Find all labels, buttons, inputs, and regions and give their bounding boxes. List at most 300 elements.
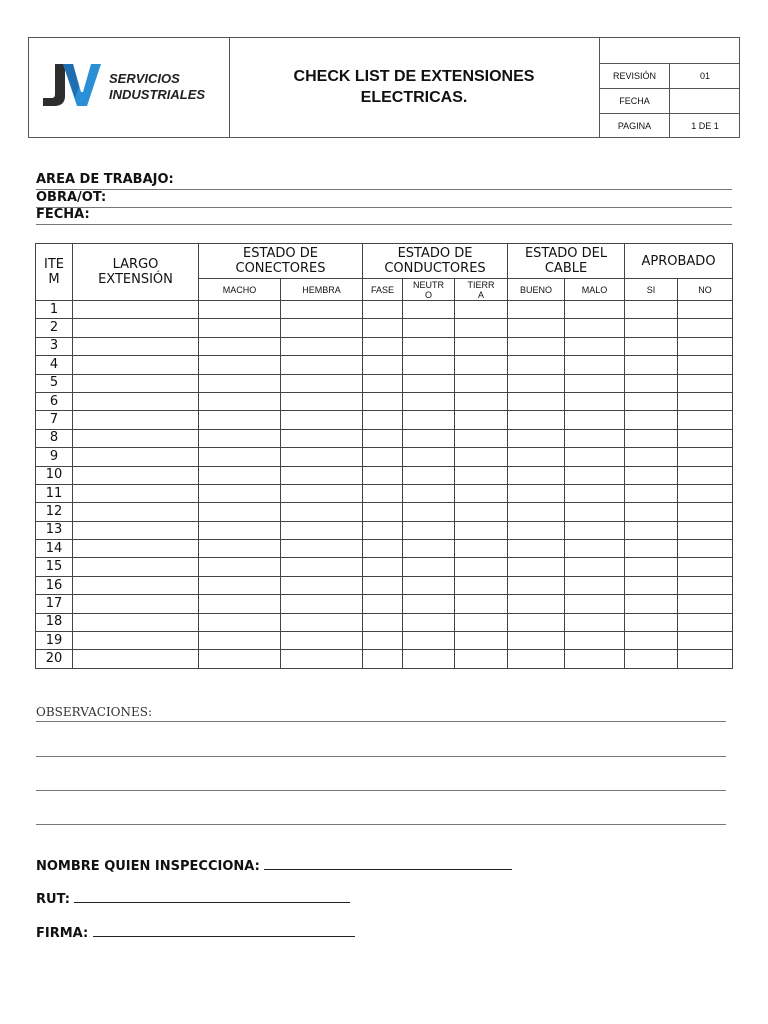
hembra-cell[interactable] xyxy=(281,540,363,558)
item-number: 16 xyxy=(36,576,73,594)
neutro-cell[interactable] xyxy=(403,540,455,558)
fase-cell[interactable] xyxy=(363,632,403,650)
largo-cell[interactable] xyxy=(73,466,199,484)
fase-cell[interactable] xyxy=(363,595,403,613)
tierra-cell[interactable] xyxy=(455,429,508,447)
largo-cell[interactable] xyxy=(73,503,199,521)
tierra-cell[interactable] xyxy=(455,392,508,410)
table-row xyxy=(36,540,733,558)
largo-cell[interactable] xyxy=(73,558,199,576)
document-title-line2: ELECTRICAS. xyxy=(360,89,468,106)
si-cell[interactable] xyxy=(625,429,678,447)
tierra-cell[interactable] xyxy=(455,576,508,594)
si-cell[interactable] xyxy=(625,521,678,539)
table-row xyxy=(36,356,733,374)
bueno-cell[interactable] xyxy=(508,429,565,447)
group-header-cable: ESTADO DEL CABLE xyxy=(508,244,625,279)
firma-field xyxy=(36,924,355,941)
tierra-cell[interactable] xyxy=(455,503,508,521)
tierra-cell[interactable] xyxy=(455,650,508,668)
meta-value[interactable] xyxy=(670,89,741,114)
neutro-cell[interactable] xyxy=(403,337,455,355)
fase-cell[interactable] xyxy=(363,521,403,539)
si-cell[interactable] xyxy=(625,319,678,337)
no-cell[interactable] xyxy=(678,392,733,410)
si-cell[interactable] xyxy=(625,374,678,392)
fase-cell[interactable] xyxy=(363,576,403,594)
si-cell[interactable] xyxy=(625,632,678,650)
logo-cell xyxy=(29,38,230,137)
sub-header-neutro: NEUTR O xyxy=(403,279,455,301)
tierra-cell[interactable] xyxy=(455,337,508,355)
neutro-cell[interactable] xyxy=(403,411,455,429)
item-number: 4 xyxy=(36,356,73,374)
fase-cell[interactable] xyxy=(363,558,403,576)
observaciones-line[interactable] xyxy=(36,824,726,825)
si-cell[interactable] xyxy=(625,503,678,521)
macho-cell[interactable] xyxy=(199,319,281,337)
macho-cell[interactable] xyxy=(199,411,281,429)
item-number: 1 xyxy=(36,301,73,319)
hembra-cell[interactable] xyxy=(281,558,363,576)
hembra-cell[interactable] xyxy=(281,595,363,613)
macho-cell[interactable] xyxy=(199,632,281,650)
no-cell[interactable] xyxy=(678,613,733,631)
si-cell[interactable] xyxy=(625,484,678,502)
macho-cell[interactable] xyxy=(199,613,281,631)
meta-key: PAGINA xyxy=(600,114,670,139)
hembra-cell[interactable] xyxy=(281,392,363,410)
bueno-cell[interactable] xyxy=(508,448,565,466)
macho-cell[interactable] xyxy=(199,540,281,558)
no-cell[interactable] xyxy=(678,558,733,576)
sub-header-fase: FASE xyxy=(363,279,403,301)
hembra-cell[interactable] xyxy=(281,356,363,374)
malo-cell[interactable] xyxy=(565,521,625,539)
group-header-conductores: ESTADO DE CONDUCTORES xyxy=(363,244,508,279)
malo-cell[interactable] xyxy=(565,448,625,466)
table-row xyxy=(36,632,733,650)
tierra-cell[interactable] xyxy=(455,540,508,558)
hembra-cell[interactable] xyxy=(281,466,363,484)
neutro-cell[interactable] xyxy=(403,484,455,502)
hembra-cell[interactable] xyxy=(281,632,363,650)
malo-cell[interactable] xyxy=(565,411,625,429)
fase-cell[interactable] xyxy=(363,484,403,502)
fase-cell[interactable] xyxy=(363,337,403,355)
firma-label: FIRMA: xyxy=(36,926,89,941)
bueno-cell[interactable] xyxy=(508,374,565,392)
observaciones-line[interactable] xyxy=(36,756,726,757)
fase-cell[interactable] xyxy=(363,392,403,410)
bueno-cell[interactable] xyxy=(508,650,565,668)
no-cell[interactable] xyxy=(678,448,733,466)
bueno-cell[interactable] xyxy=(508,484,565,502)
malo-cell[interactable] xyxy=(565,356,625,374)
meta-key: REVISIÓN xyxy=(600,64,670,89)
si-cell[interactable] xyxy=(625,411,678,429)
fase-cell[interactable] xyxy=(363,411,403,429)
malo-cell[interactable] xyxy=(565,429,625,447)
bueno-cell[interactable] xyxy=(508,595,565,613)
largo-cell[interactable] xyxy=(73,650,199,668)
hembra-cell[interactable] xyxy=(281,411,363,429)
largo-cell[interactable] xyxy=(73,374,199,392)
neutro-cell[interactable] xyxy=(403,448,455,466)
document-title-line1: CHECK LIST DE EXTENSIONES xyxy=(293,68,535,85)
no-cell[interactable] xyxy=(678,429,733,447)
largo-cell[interactable] xyxy=(73,429,199,447)
title-cell xyxy=(229,38,600,137)
fase-cell[interactable] xyxy=(363,466,403,484)
malo-cell[interactable] xyxy=(565,319,625,337)
no-cell[interactable] xyxy=(678,374,733,392)
no-cell[interactable] xyxy=(678,484,733,502)
firma-input[interactable] xyxy=(93,924,355,937)
item-number: 10 xyxy=(36,466,73,484)
item-number: 11 xyxy=(36,484,73,502)
bueno-cell[interactable] xyxy=(508,466,565,484)
malo-cell[interactable] xyxy=(565,576,625,594)
item-number: 3 xyxy=(36,337,73,355)
table-header-row xyxy=(36,244,733,279)
table-row xyxy=(36,558,733,576)
item-number: 6 xyxy=(36,392,73,410)
item-number: 15 xyxy=(36,558,73,576)
malo-cell[interactable] xyxy=(565,466,625,484)
item-number: 12 xyxy=(36,503,73,521)
no-cell[interactable] xyxy=(678,503,733,521)
bueno-cell[interactable] xyxy=(508,540,565,558)
largo-cell[interactable] xyxy=(73,411,199,429)
tierra-cell[interactable] xyxy=(455,356,508,374)
fase-cell[interactable] xyxy=(363,613,403,631)
table-row xyxy=(36,576,733,594)
fase-cell[interactable] xyxy=(363,503,403,521)
tierra-cell[interactable] xyxy=(455,448,508,466)
tierra-cell[interactable] xyxy=(455,319,508,337)
table-row xyxy=(36,392,733,410)
no-cell[interactable] xyxy=(678,337,733,355)
item-number: 20 xyxy=(36,650,73,668)
bueno-cell[interactable] xyxy=(508,576,565,594)
tierra-cell[interactable] xyxy=(455,521,508,539)
si-cell[interactable] xyxy=(625,613,678,631)
macho-cell[interactable] xyxy=(199,595,281,613)
neutro-cell[interactable] xyxy=(403,319,455,337)
hembra-cell[interactable] xyxy=(281,429,363,447)
neutro-cell[interactable] xyxy=(403,466,455,484)
largo-cell[interactable] xyxy=(73,576,199,594)
largo-cell[interactable] xyxy=(73,595,199,613)
largo-cell[interactable] xyxy=(73,540,199,558)
largo-cell[interactable] xyxy=(73,613,199,631)
hembra-cell[interactable] xyxy=(281,301,363,319)
malo-cell[interactable] xyxy=(565,392,625,410)
largo-header: LARGO EXTENSIÓN xyxy=(73,244,199,301)
si-cell[interactable] xyxy=(625,448,678,466)
no-cell[interactable] xyxy=(678,319,733,337)
hembra-cell[interactable] xyxy=(281,503,363,521)
largo-cell[interactable] xyxy=(73,301,199,319)
si-cell[interactable] xyxy=(625,337,678,355)
hembra-cell[interactable] xyxy=(281,650,363,668)
item-number: 13 xyxy=(36,521,73,539)
macho-cell[interactable] xyxy=(199,356,281,374)
no-cell[interactable] xyxy=(678,301,733,319)
item-number: 18 xyxy=(36,613,73,631)
no-cell[interactable] xyxy=(678,595,733,613)
table-row xyxy=(36,337,733,355)
meta-row-pagina xyxy=(600,114,740,139)
macho-cell[interactable] xyxy=(199,337,281,355)
company-name-line2: INDUSTRIALES xyxy=(109,87,206,102)
bueno-cell[interactable] xyxy=(508,356,565,374)
fase-cell[interactable] xyxy=(363,301,403,319)
neutro-cell[interactable] xyxy=(403,576,455,594)
item-header: ITE M xyxy=(36,244,73,301)
macho-cell[interactable] xyxy=(199,301,281,319)
macho-cell[interactable] xyxy=(199,484,281,502)
largo-cell[interactable] xyxy=(73,337,199,355)
obra-label: OBRA/OT: xyxy=(36,190,107,205)
item-number: 7 xyxy=(36,411,73,429)
meta-row-blank xyxy=(600,38,740,64)
table-row xyxy=(36,613,733,631)
tierra-cell[interactable] xyxy=(455,613,508,631)
area-label: AREA DE TRABAJO: xyxy=(36,172,174,187)
bueno-cell[interactable] xyxy=(508,503,565,521)
meta-key: FECHA xyxy=(600,89,670,114)
si-cell[interactable] xyxy=(625,301,678,319)
group-header-conectores: ESTADO DE CONECTORES xyxy=(199,244,363,279)
nombre-input[interactable] xyxy=(264,857,512,870)
item-number: 5 xyxy=(36,374,73,392)
document-header xyxy=(28,37,740,138)
fase-cell[interactable] xyxy=(363,540,403,558)
group-header-aprobado: APROBADO xyxy=(625,244,733,279)
meta-table xyxy=(600,38,740,138)
malo-cell[interactable] xyxy=(565,613,625,631)
fase-cell[interactable] xyxy=(363,448,403,466)
fase-cell[interactable] xyxy=(363,374,403,392)
no-cell[interactable] xyxy=(678,576,733,594)
largo-cell[interactable] xyxy=(73,356,199,374)
neutro-cell[interactable] xyxy=(403,558,455,576)
table-row xyxy=(36,595,733,613)
observaciones-line[interactable] xyxy=(36,721,726,722)
item-number: 19 xyxy=(36,632,73,650)
table-row xyxy=(36,319,733,337)
meta-row-revision xyxy=(600,64,740,89)
bueno-cell[interactable] xyxy=(508,521,565,539)
fecha-field[interactable] xyxy=(36,208,732,225)
largo-cell[interactable] xyxy=(73,392,199,410)
document-title xyxy=(229,66,599,108)
tierra-cell[interactable] xyxy=(455,595,508,613)
sub-header-si: SI xyxy=(625,279,678,301)
item-number: 17 xyxy=(36,595,73,613)
sub-header-macho: MACHO xyxy=(199,279,281,301)
si-cell[interactable] xyxy=(625,466,678,484)
meta-value: 1 DE 1 xyxy=(691,121,719,131)
hembra-cell[interactable] xyxy=(281,337,363,355)
malo-cell[interactable] xyxy=(565,374,625,392)
malo-cell[interactable] xyxy=(565,301,625,319)
no-cell[interactable] xyxy=(678,521,733,539)
hembra-cell[interactable] xyxy=(281,374,363,392)
sub-header-malo: MALO xyxy=(565,279,625,301)
no-cell[interactable] xyxy=(678,650,733,668)
meta-cell xyxy=(600,38,739,137)
largo-cell[interactable] xyxy=(73,448,199,466)
malo-cell[interactable] xyxy=(565,503,625,521)
sub-header-no: NO xyxy=(678,279,733,301)
tierra-cell[interactable] xyxy=(455,301,508,319)
macho-cell[interactable] xyxy=(199,466,281,484)
sub-header-bueno: BUENO xyxy=(508,279,565,301)
area-field[interactable] xyxy=(36,173,732,190)
malo-cell[interactable] xyxy=(565,650,625,668)
largo-cell[interactable] xyxy=(73,632,199,650)
company-name-line1: SERVICIOS xyxy=(109,71,180,86)
macho-cell[interactable] xyxy=(199,503,281,521)
tierra-cell[interactable] xyxy=(455,466,508,484)
hembra-cell[interactable] xyxy=(281,319,363,337)
hembra-cell[interactable] xyxy=(281,521,363,539)
obra-field[interactable] xyxy=(36,191,732,208)
macho-cell[interactable] xyxy=(199,392,281,410)
si-cell[interactable] xyxy=(625,558,678,576)
fase-cell[interactable] xyxy=(363,356,403,374)
observaciones-line[interactable] xyxy=(36,790,726,791)
jv-logo-icon xyxy=(41,62,105,108)
macho-cell[interactable] xyxy=(199,558,281,576)
bueno-cell[interactable] xyxy=(508,613,565,631)
malo-cell[interactable] xyxy=(565,632,625,650)
observaciones-label: OBSERVACIONES: xyxy=(36,705,153,719)
tierra-cell[interactable] xyxy=(455,411,508,429)
table-row xyxy=(36,429,733,447)
malo-cell[interactable] xyxy=(565,337,625,355)
largo-cell[interactable] xyxy=(73,521,199,539)
fase-cell[interactable] xyxy=(363,429,403,447)
item-number: 8 xyxy=(36,429,73,447)
malo-cell[interactable] xyxy=(565,595,625,613)
macho-cell[interactable] xyxy=(199,429,281,447)
table-row xyxy=(36,650,733,668)
neutro-cell[interactable] xyxy=(403,521,455,539)
si-cell[interactable] xyxy=(625,392,678,410)
neutro-cell[interactable] xyxy=(403,632,455,650)
bueno-cell[interactable] xyxy=(508,337,565,355)
rut-label: RUT: xyxy=(36,892,70,907)
hembra-cell[interactable] xyxy=(281,613,363,631)
table-row xyxy=(36,484,733,502)
neutro-cell[interactable] xyxy=(403,392,455,410)
malo-cell[interactable] xyxy=(565,558,625,576)
company-name xyxy=(109,71,205,103)
fase-cell[interactable] xyxy=(363,650,403,668)
checklist-table xyxy=(35,243,733,669)
hembra-cell[interactable] xyxy=(281,576,363,594)
macho-cell[interactable] xyxy=(199,521,281,539)
macho-cell[interactable] xyxy=(199,374,281,392)
fecha-label: FECHA: xyxy=(36,207,90,222)
no-cell[interactable] xyxy=(678,466,733,484)
bueno-cell[interactable] xyxy=(508,301,565,319)
tierra-cell[interactable] xyxy=(455,632,508,650)
sub-header-hembra: HEMBRA xyxy=(281,279,363,301)
hembra-cell[interactable] xyxy=(281,448,363,466)
table-row xyxy=(36,374,733,392)
table-row xyxy=(36,411,733,429)
neutro-cell[interactable] xyxy=(403,503,455,521)
tierra-cell[interactable] xyxy=(455,484,508,502)
no-cell[interactable] xyxy=(678,356,733,374)
neutro-cell[interactable] xyxy=(403,374,455,392)
table-row xyxy=(36,448,733,466)
table-row xyxy=(36,503,733,521)
tierra-cell[interactable] xyxy=(455,558,508,576)
macho-cell[interactable] xyxy=(199,448,281,466)
meta-row-fecha xyxy=(600,89,740,114)
bueno-cell[interactable] xyxy=(508,319,565,337)
neutro-cell[interactable] xyxy=(403,650,455,668)
item-number: 14 xyxy=(36,540,73,558)
bueno-cell[interactable] xyxy=(508,558,565,576)
malo-cell[interactable] xyxy=(565,540,625,558)
largo-cell[interactable] xyxy=(73,319,199,337)
nombre-label: NOMBRE QUIEN INSPECCIONA: xyxy=(36,859,260,874)
nombre-field xyxy=(36,857,512,874)
macho-cell[interactable] xyxy=(199,576,281,594)
bueno-cell[interactable] xyxy=(508,392,565,410)
bueno-cell[interactable] xyxy=(508,632,565,650)
hembra-cell[interactable] xyxy=(281,484,363,502)
item-number: 9 xyxy=(36,448,73,466)
table-row xyxy=(36,301,733,319)
neutro-cell[interactable] xyxy=(403,356,455,374)
si-cell[interactable] xyxy=(625,650,678,668)
macho-cell[interactable] xyxy=(199,650,281,668)
table-row xyxy=(36,466,733,484)
bueno-cell[interactable] xyxy=(508,411,565,429)
no-cell[interactable] xyxy=(678,540,733,558)
rut-input[interactable] xyxy=(74,890,350,903)
no-cell[interactable] xyxy=(678,411,733,429)
no-cell[interactable] xyxy=(678,632,733,650)
sub-header-tierra: TIERR A xyxy=(455,279,508,301)
neutro-cell[interactable] xyxy=(403,613,455,631)
neutro-cell[interactable] xyxy=(403,595,455,613)
table-body xyxy=(36,301,733,669)
table-row xyxy=(36,521,733,539)
si-cell[interactable] xyxy=(625,540,678,558)
si-cell[interactable] xyxy=(625,595,678,613)
rut-field xyxy=(36,890,350,907)
neutro-cell[interactable] xyxy=(403,429,455,447)
tierra-cell[interactable] xyxy=(455,374,508,392)
si-cell[interactable] xyxy=(625,356,678,374)
si-cell[interactable] xyxy=(625,576,678,594)
largo-cell[interactable] xyxy=(73,484,199,502)
item-number: 2 xyxy=(36,319,73,337)
malo-cell[interactable] xyxy=(565,484,625,502)
meta-value: 01 xyxy=(670,64,741,89)
fase-cell[interactable] xyxy=(363,319,403,337)
neutro-cell[interactable] xyxy=(403,301,455,319)
